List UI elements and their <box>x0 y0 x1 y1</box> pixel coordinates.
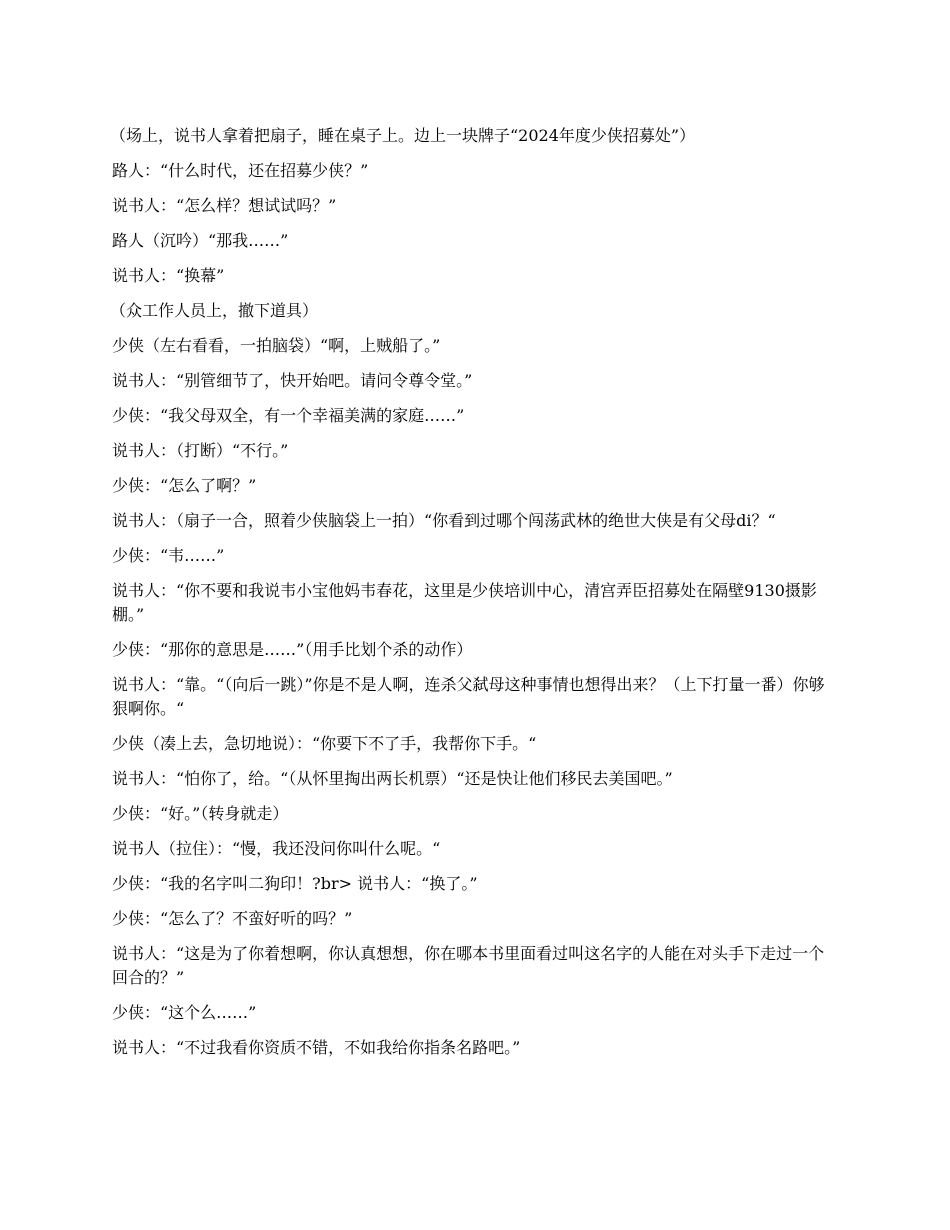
document-body <box>112 124 834 1071</box>
paragraph: 少侠：“我的名字叫二狗印！?br> 说书人：“换了。” <box>112 874 478 893</box>
paragraph: 说书人：“别管细节了，快开始吧。请问令尊令堂。” <box>112 371 473 390</box>
paragraph: 少侠：“怎么了？不蛮好听的吗？” <box>112 909 353 928</box>
paragraph: 说书人：“靠。“（向后一跳）”你是不是人啊，连杀父弑母这种事情也想得出来？（上下打量一番）你够狠啊你。“ <box>112 675 825 718</box>
paragraph: 说书人：（扇子一合，照着少侠脑袋上一拍）“你看到过哪个闯荡武林的绝世大侠是有父母di？“ <box>112 511 776 530</box>
paragraph: 说书人（拉住）：“慢，我还没问你叫什么呢。“ <box>112 839 441 858</box>
paragraph: 说书人：“怎么样？想试试吗？” <box>112 196 337 215</box>
paragraph: 少侠：“那你的意思是……”（用手比划个杀的动作） <box>112 640 473 659</box>
paragraph: 少侠：“韦……” <box>112 546 225 565</box>
paragraph: 少侠（左右看看，一拍脑袋）“啊，上贼船了。” <box>112 336 441 355</box>
paragraph: 少侠（凑上去，急切地说）：“你要下不了手，我帮你下手。“ <box>112 734 537 753</box>
paragraph: 说书人：“不过我看你资质不错，不如我给你指条名路吧。” <box>112 1038 521 1057</box>
paragraph: 说书人：（打断）“不行。” <box>112 441 289 460</box>
paragraph: 说书人：“换幕” <box>112 266 225 285</box>
paragraph: 路人：“什么时代，还在招募少侠？” <box>112 161 369 180</box>
paragraph: （众工作人员上，撤下道具） <box>110 301 319 320</box>
paragraph: 路人（沉吟）“那我……” <box>112 231 289 250</box>
paragraph: 少侠：“好。”（转身就走） <box>112 804 289 823</box>
paragraph: 说书人：“这是为了你着想啊，你认真想想，你在哪本书里面看过叫这名字的人能在对头手下走过一个回合的？” <box>112 944 825 987</box>
paragraph: （场上，说书人拿着把扇子，睡在桌子上。边上一块牌子“2024年度少侠招募处”） <box>110 126 696 145</box>
paragraph: 说书人：“怕你了，给。“（从怀里掏出两长机票）“还是快让他们移民去美国吧。” <box>112 769 673 788</box>
paragraph: 少侠：“这个么……” <box>112 1003 257 1022</box>
paragraph: 少侠：“我父母双全，有一个幸福美满的家庭……” <box>112 406 465 425</box>
paragraph: 说书人：“你不要和我说韦小宝他妈韦春花，这里是少侠培训中心，清宫弄臣招募处在隔壁9130摄影棚。” <box>112 581 817 624</box>
paragraph: 少侠：“怎么了啊？” <box>112 476 257 495</box>
